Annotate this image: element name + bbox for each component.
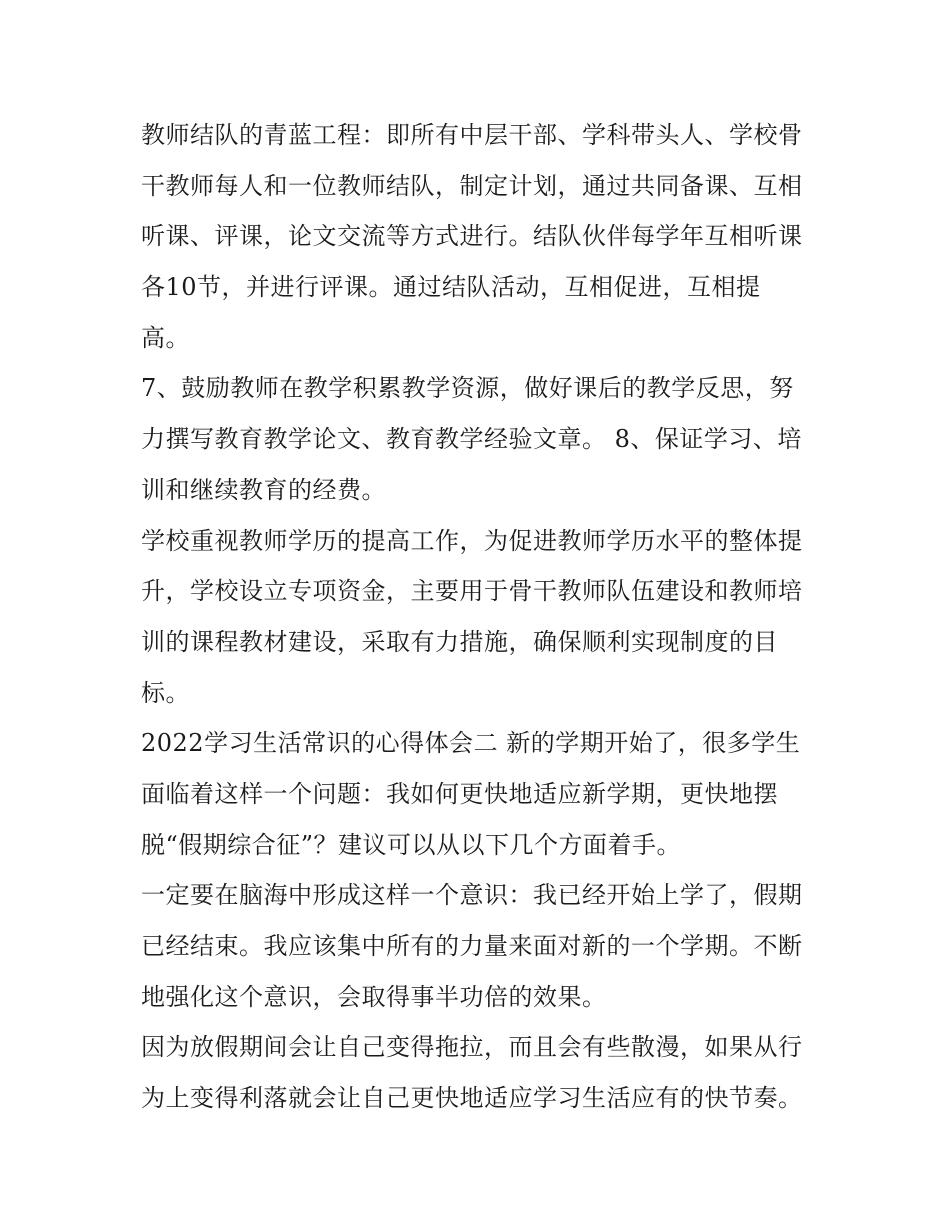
text-line: 一定要在脑海中形成这样一个意识：我已经开始上学了，假期	[141, 881, 803, 910]
text-line: 听课、评课，论文交流等方式进行。结队伙伴每学年互相听课	[141, 222, 803, 251]
text-line: 地强化这个意识，会取得事半功倍的效果。	[141, 982, 607, 1011]
text-line: 7、鼓励教师在教学积累教学资源，做好课后的教学反思，努	[141, 374, 794, 403]
text-line: 2022学习生活常识的心得体会二 新的学期开始了，很多学生	[141, 729, 801, 758]
text-line: 为上变得利落就会让自己更快地适应学习生活应有的快节奏。	[141, 1084, 803, 1113]
text-line: 教师结队的青蓝工程：即所有中层干部、学科带头人、学校骨	[141, 121, 803, 149]
text-line: 训的课程教材建设，采取有力措施，确保顺利实现制度的目	[141, 627, 778, 656]
text-line: 高。	[141, 323, 190, 352]
text-line: 训和继续教育的经费。	[141, 475, 386, 504]
text-line: 升，学校设立专项资金，主要用于骨干教师队伍建设和教师培	[141, 577, 803, 606]
text-line: 力撰写教育教学论文、教育教学经验文章。 8、保证学习、培	[141, 425, 802, 454]
text-line: 各10节，并进行评课。通过结队活动，互相促进，互相提	[141, 273, 761, 302]
document-body	[141, 110, 821, 1124]
text-line: 干教师每人和一位教师结队，制定计划，通过共同备课、互相	[141, 171, 803, 200]
text-line: 学校重视教师学历的提高工作，为促进教师学历水平的整体提	[141, 526, 803, 555]
text-line: 已经结束。我应该集中所有的力量来面对新的一个学期。不断	[141, 932, 803, 960]
text-line: 标。	[141, 678, 190, 707]
text-line: 面临着这样一个问题：我如何更快地适应新学期，更快地摆	[141, 779, 778, 808]
text-line: 因为放假期间会让自己变得拖拉，而且会有些散漫，如果从行	[141, 1033, 803, 1062]
text-line: 脱“假期综合征”？建议可以从以下几个方面着手。	[141, 830, 682, 859]
